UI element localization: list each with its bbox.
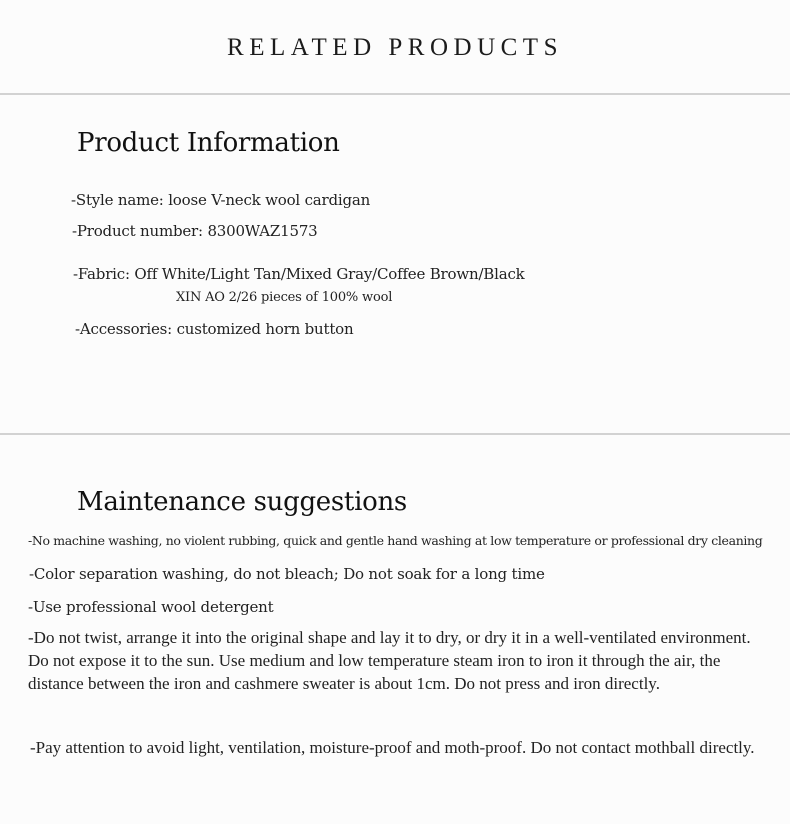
related-products-title: RELATED PRODUCTS: [227, 34, 563, 61]
middle-divider: [0, 433, 790, 435]
maintenance-item: -Pay attention to avoid light, ventilation, moisture-proof and moth-proof. Do not contact mothball directly.: [30, 738, 755, 757]
product-number: -Product number: 8300WAZ1573: [72, 222, 318, 240]
maintenance-item: -Use professional wool detergent: [28, 598, 274, 616]
fabric-detail: XIN AO 2/26 pieces of 100% wool: [176, 290, 393, 305]
maintenance-item: -No machine washing, no violent rubbing, quick and gentle hand washing at low temperature or professional dry cleaning: [28, 533, 763, 548]
top-divider: [0, 93, 790, 95]
style-name: -Style name: loose V-neck wool cardigan: [71, 191, 371, 209]
maintenance-item: -Color separation washing, do not bleach; Do not soak for a long time: [29, 565, 545, 583]
product-information-title: Product Information: [77, 128, 340, 158]
fabric: -Fabric: Off White/Light Tan/Mixed Gray/Coffee Brown/Black: [73, 265, 525, 283]
maintenance-item: -Do not twist, arrange it into the original shape and lay it to dry, or dry it in a well-ventilated environment. Do not expose it to the sun. Use medium and low temperature steam iron to iron it through the air, the distance between the iron and cashmere sweater is about 1cm. Do not press and iron directly.: [28, 628, 751, 693]
maintenance-title: Maintenance suggestions: [77, 487, 407, 517]
accessories: -Accessories: customized horn button: [75, 320, 354, 338]
